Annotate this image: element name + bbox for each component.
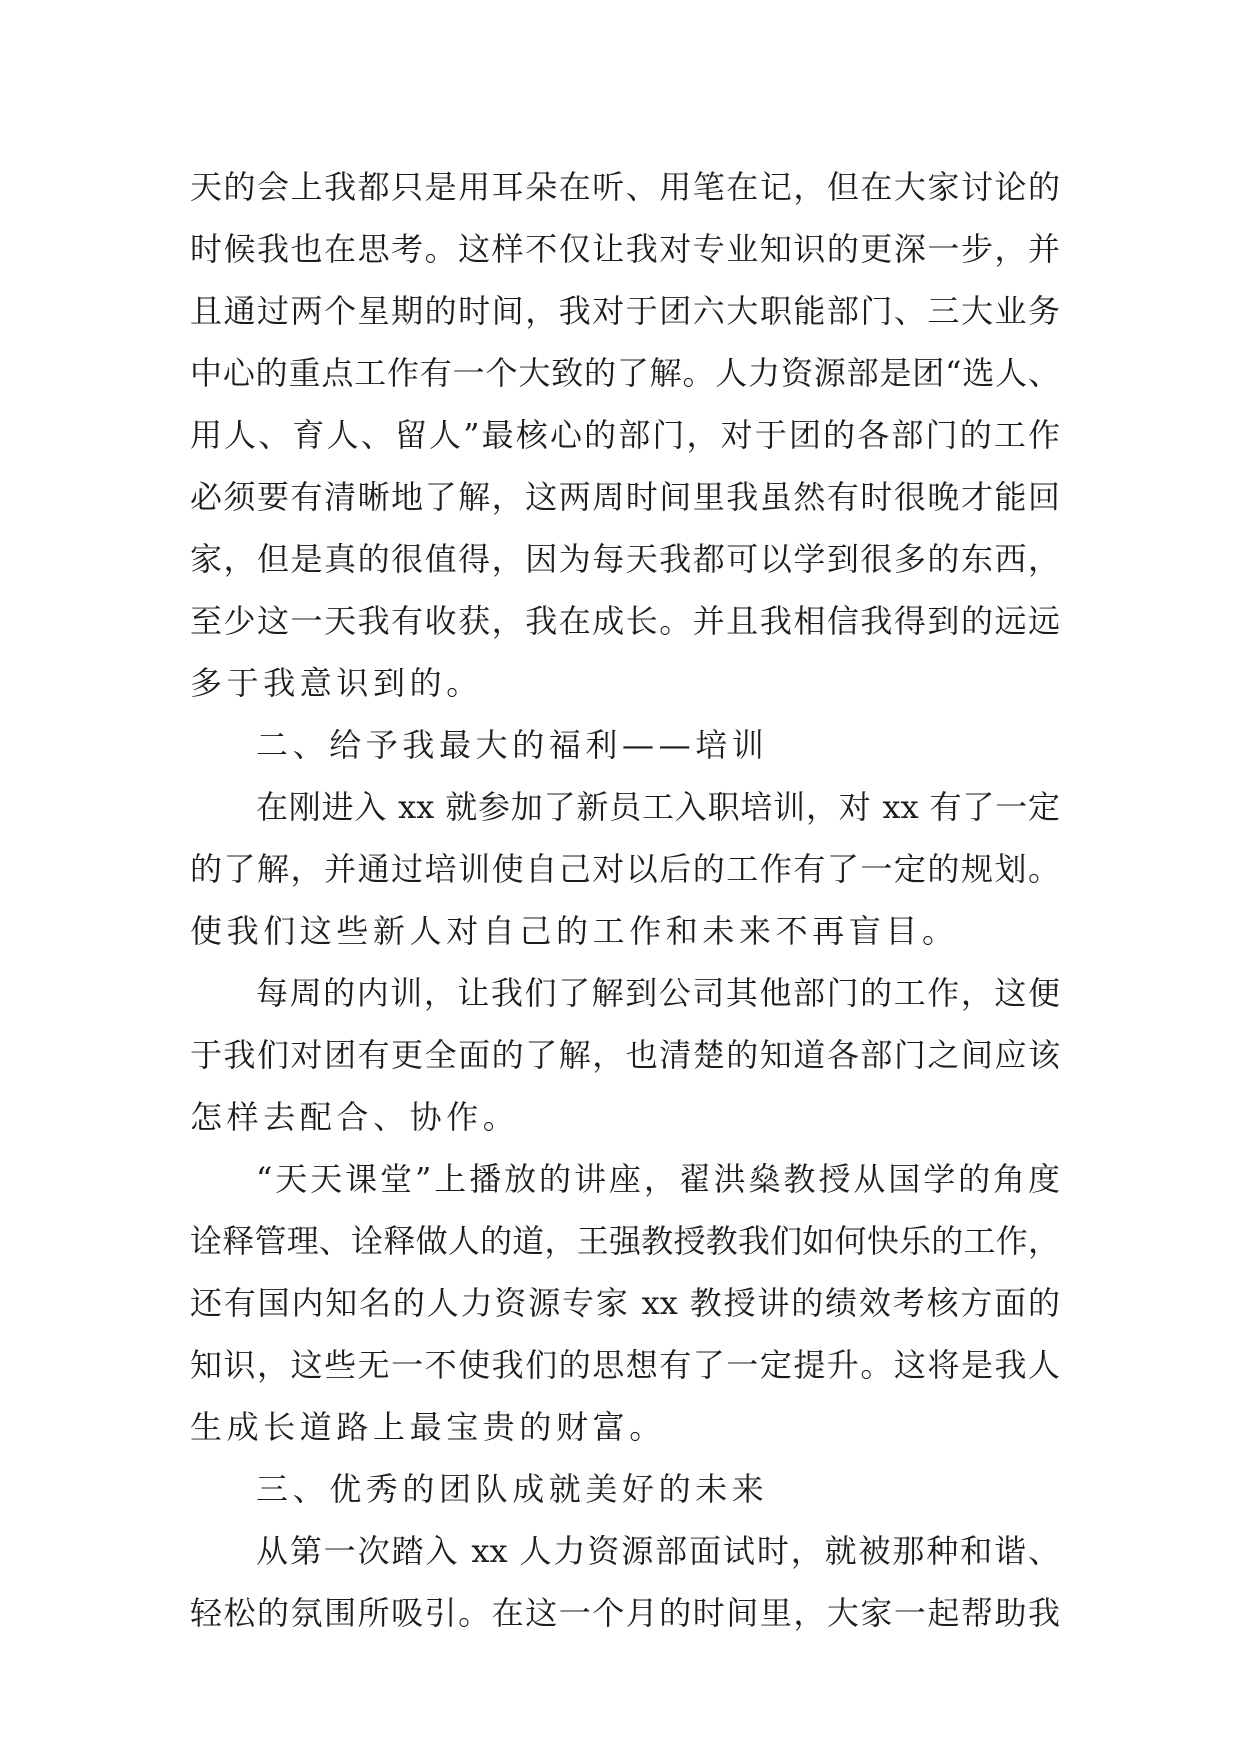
text-line: “天天课堂”上播放的讲座，翟洪燊教授从国学的角度 bbox=[256, 1160, 1060, 1198]
text-line: 多于我意识到的。 bbox=[190, 664, 483, 702]
text-line: 三、优秀的团队成就美好的未来 bbox=[256, 1470, 769, 1508]
text-line: 知识，这些无一不使我们的思想有了一定提升。这将是我人 bbox=[190, 1346, 1060, 1384]
text-line: 在刚进入 xx 就参加了新员工入职培训，对 xx 有了一定 bbox=[256, 788, 1060, 826]
text-line: 怎样去配合、协作。 bbox=[190, 1098, 520, 1136]
text-line: 的了解，并通过培训使自己对以后的工作有了一定的规划。 bbox=[190, 850, 1060, 888]
text-line: 轻松的氛围所吸引。在这一个月的时间里，大家一起帮助我 bbox=[190, 1594, 1060, 1632]
text-line: 家，但是真的很值得，因为每天我都可以学到很多的东西， bbox=[190, 540, 1060, 578]
document-body bbox=[190, 156, 1060, 1644]
text-line: 使我们这些新人对自己的工作和未来不再盲目。 bbox=[190, 912, 959, 950]
text-line: 从第一次踏入 xx 人力资源部面试时，就被那种和谐、 bbox=[256, 1532, 1060, 1570]
text-line: 中心的重点工作有一个大致的了解。人力资源部是团“选人、 bbox=[190, 354, 1060, 392]
text-line: 必须要有清晰地了解，这两周时间里我虽然有时很晚才能回 bbox=[190, 478, 1060, 516]
text-line: 时候我也在思考。这样不仅让我对专业知识的更深一步，并 bbox=[190, 230, 1060, 268]
text-line: 每周的内训，让我们了解到公司其他部门的工作，这便 bbox=[256, 974, 1060, 1012]
text-line: 至少这一天我有收获，我在成长。并且我相信我得到的远远 bbox=[190, 602, 1060, 640]
text-line: 诠释管理、诠释做人的道，王强教授教我们如何快乐的工作， bbox=[190, 1222, 1060, 1260]
text-line: 生成长道路上最宝贵的财富。 bbox=[190, 1408, 666, 1446]
text-line: 天的会上我都只是用耳朵在听、用笔在记，但在大家讨论的 bbox=[190, 168, 1060, 206]
text-line: 用人、育人、留人”最核心的部门，对于团的各部门的工作 bbox=[190, 416, 1060, 454]
text-line: 二、给予我最大的福利——培训 bbox=[256, 726, 769, 764]
text-line: 还有国内知名的人力资源专家 xx 教授讲的绩效考核方面的 bbox=[190, 1284, 1060, 1322]
text-line: 且通过两个星期的时间，我对于团六大职能部门、三大业务 bbox=[190, 292, 1060, 330]
text-line: 于我们对团有更全面的了解，也清楚的知道各部门之间应该 bbox=[190, 1036, 1060, 1074]
